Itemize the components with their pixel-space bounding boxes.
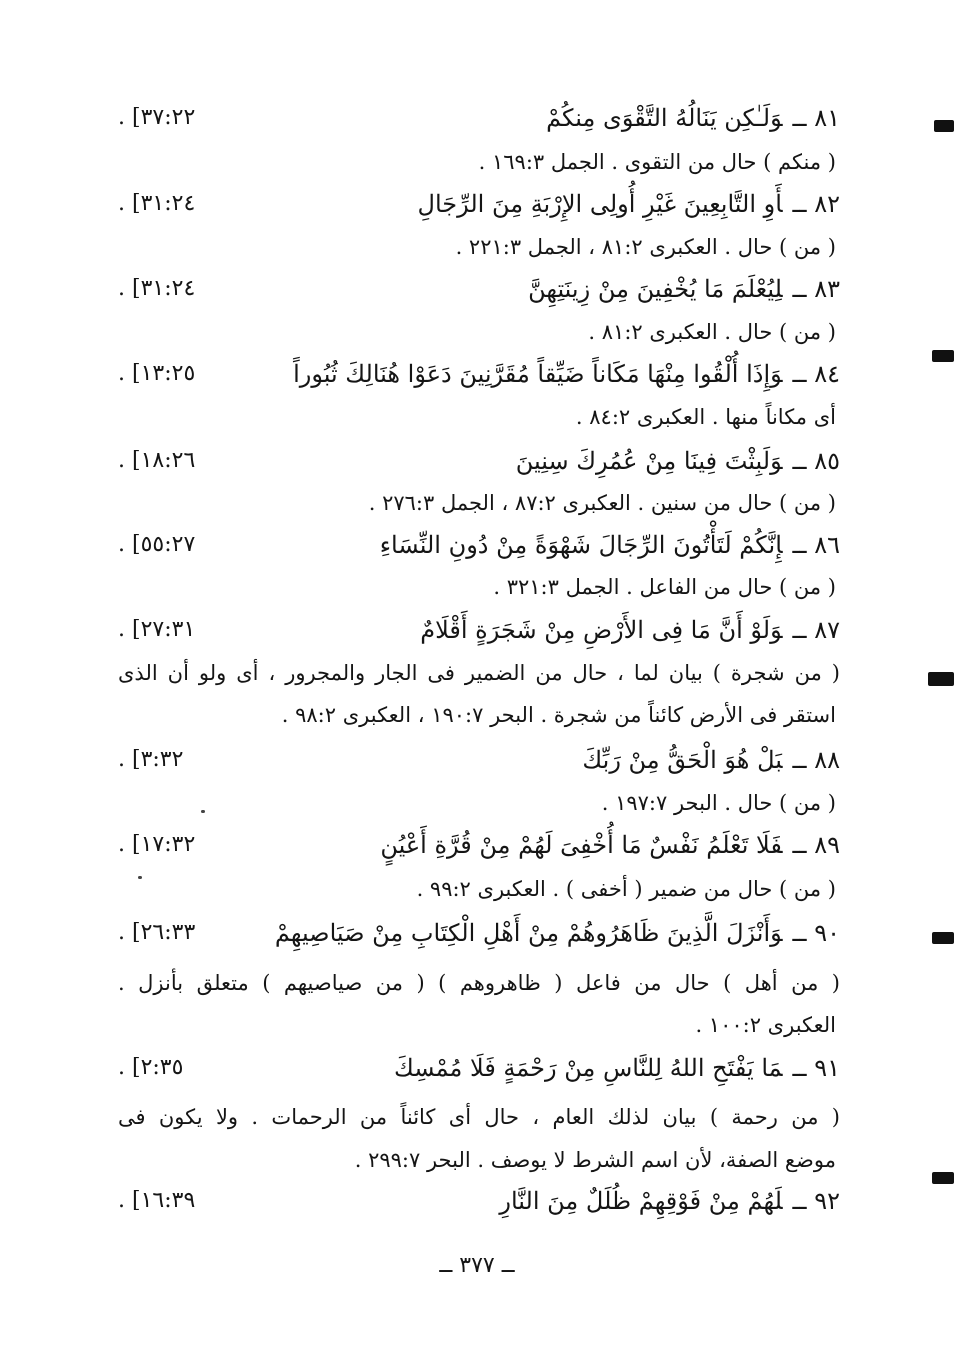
scan-speck — [201, 810, 205, 813]
margin-mark — [934, 120, 954, 132]
entry-82-note: ( من ) حال . العكبرى ٨١:٢ ، الجمل ٢٢١:٣ . — [455, 235, 836, 259]
entry-83-note: ( من ) حال . العكبرى ٨١:٢ . — [588, 320, 836, 344]
verse-reference: . [٢:٣٥ — [118, 1055, 184, 1080]
entry-number: ٨١ ــ — [792, 104, 840, 132]
verse-text — [293, 353, 840, 395]
margin-mark — [932, 350, 954, 362]
verse-text — [380, 824, 840, 866]
verse-text — [380, 524, 840, 566]
verse-reference: . [٣٧:٢٢ — [118, 105, 196, 130]
entry-90-note: العكبرى ١٠٠:٢ . — [695, 1013, 836, 1037]
entry-number: ٨٦ ــ — [792, 531, 840, 559]
entry-90 — [118, 912, 840, 954]
entry-number: ٨٢ ــ — [792, 190, 840, 218]
verse-reference: . [١٧:٣٢ — [118, 832, 196, 857]
entry-83 — [118, 268, 840, 310]
entry-91 — [118, 1047, 840, 1089]
verse-text — [582, 739, 840, 781]
quran-verse: وَأَنْزَلَ الَّذِينَ ظَاهَرُوهُمْ مِنْ أَهْلِ الْكِتَابِ مِنْ صَيَاصِيهِمْ — [274, 919, 783, 947]
entry-number: ٨٣ ــ — [792, 275, 840, 303]
quran-verse: لِيُعْلَمَ مَا يُخْفِينَ مِنْ زِينَتِهِنَّ — [528, 275, 783, 303]
quran-verse: لَهُمْ مِنْ فَوْقِهِمْ ظُلَلٌ مِنَ النَّارِ — [499, 1187, 783, 1215]
entry-number: ٨٤ ــ — [792, 360, 840, 388]
entry-88 — [118, 739, 840, 781]
entry-91-note: ( من رحمة ) بيان لذلك العام ، حال أى كائناً من الرحمات . ولا يكون فى — [118, 1105, 840, 1129]
verse-reference: . [٣١:٢٤ — [118, 191, 196, 216]
page-number: ــ ٣٧٧ ــ — [439, 1253, 515, 1278]
quran-verse: فَلَا تَعْلَمُ نَفْسٌ مَا أُخْفِىَ لَهُمْ مِنْ قُرَّةِ أَعْيُنٍ — [380, 831, 783, 859]
verse-text — [516, 440, 840, 482]
entry-84-note: أى مكاناً منها . العكبرى ٨٤:٢ . — [575, 405, 836, 429]
quran-verse: وَلَوْ أَنَّ مَا فِى الأَرْضِ مِنْ شَجَرَةٍ أَقْلَامٌ — [420, 616, 783, 644]
margin-mark — [932, 1172, 954, 1184]
verse-text — [546, 97, 840, 139]
margin-mark — [928, 672, 954, 686]
entry-86-note: ( من ) حال من الفاعل . الجمل ٣٢١:٣ . — [493, 575, 836, 599]
verse-reference: . [٣:٣٢ — [118, 747, 184, 772]
entry-84 — [118, 353, 840, 395]
entry-85-note: ( من ) حال من سنين . العكبرى ٨٧:٢ ، الجمل ٢٧٦:٣ . — [368, 491, 836, 515]
entry-number: ٩٢ ــ — [792, 1187, 840, 1215]
scan-speck — [138, 876, 142, 879]
entry-number: ٨٨ ــ — [792, 746, 840, 774]
entry-87-note: استقر فى الأرض كائناً من شجرة . البحر ١٩٠:٧ ، العكبرى ٩٨:٢ . — [281, 703, 836, 727]
quran-verse: إِنَّكُمْ لَتَأْتُونَ الرِّجَالَ شَهْوَةً مِنْ دُونِ النِّسَاءِ — [379, 531, 783, 559]
entry-87 — [118, 609, 840, 651]
entry-91-note: موضع الصفة، لأن اسم الشرط لا يوصف . البحر ٢٩٩:٧ . — [354, 1148, 836, 1172]
entry-85 — [118, 440, 840, 482]
verse-text — [418, 183, 841, 225]
entry-92 — [118, 1180, 840, 1222]
entry-number: ٨٥ ــ — [792, 447, 840, 475]
verse-text — [275, 912, 840, 954]
verse-reference: . [١٨:٢٦ — [118, 448, 196, 473]
entry-88-note: ( من ) حال . البحر ١٩٧:٧ . — [601, 791, 836, 815]
verse-reference: . [١٣:٢٥ — [118, 361, 196, 386]
verse-reference: . [٢٦:٣٣ — [118, 920, 196, 945]
verse-text — [394, 1047, 840, 1089]
verse-text — [499, 1180, 840, 1222]
quran-verse: مَا يَفْتَحِ اللهُ لِلنَّاسِ مِنْ رَحْمَةٍ فَلَا مُمْسِكَ — [394, 1054, 783, 1082]
verse-reference: . [١٦:٣٩ — [118, 1188, 196, 1213]
entry-89 — [118, 824, 840, 866]
quran-verse: بَلْ هُوَ الْحَقُّ مِنْ رَبِّكَ — [582, 746, 783, 774]
verse-reference: . [٣١:٢٤ — [118, 276, 196, 301]
entry-86 — [118, 524, 840, 566]
margin-mark — [932, 932, 954, 944]
entry-90-note: ( من أهل ) حال من فاعل ( ظاهروهم ) ( من صياصيهم ) متعلق بأنزل . — [118, 971, 840, 995]
quran-verse: أَوِ التَّابِعِينَ غَيْرِ أُولِى الإِرْبَةِ مِنَ الرِّجَالِ — [417, 190, 783, 218]
quran-verse: وَلَبِثْتَ فِينَا مِنْ عُمُرِكَ سِنِينَ — [515, 447, 783, 475]
entry-number: ٨٩ ــ — [792, 831, 840, 859]
quran-verse: وَإِذَا أُلْقُوا مِنْهَا مَكَاناً ضَيِّقاً مُقَرَّنِينَ دَعَوْا هُنَالِكَ ثُبُوراً — [293, 360, 783, 388]
quran-verse: وَلَـٰكِن يَنَالُهُ التَّقْوَى مِنكُمْ — [546, 104, 783, 132]
verse-text — [528, 268, 840, 310]
entry-89-note: ( من ) حال من ضمير ( أخفى ) . العكبرى ٩٩:٢ . — [416, 877, 836, 901]
entry-82 — [118, 183, 840, 225]
verse-reference: . [٢٧:٣١ — [118, 617, 196, 642]
entry-87-note: ( من شجرة ) بيان لما ، حال من الضمير فى الجار والمجرور ، أى ولو أن الذى — [118, 661, 840, 685]
verse-text — [420, 609, 840, 651]
entry-number: ٨٧ ــ — [792, 616, 840, 644]
verse-reference: . [٥٥:٢٧ — [118, 532, 196, 557]
entry-number: ٩٠ ــ — [792, 919, 840, 947]
entry-81 — [118, 97, 840, 139]
entry-81-note: ( منكم ) حال من التقوى . الجمل ١٦٩:٣ . — [478, 150, 836, 174]
entry-number: ٩١ ــ — [792, 1054, 840, 1082]
